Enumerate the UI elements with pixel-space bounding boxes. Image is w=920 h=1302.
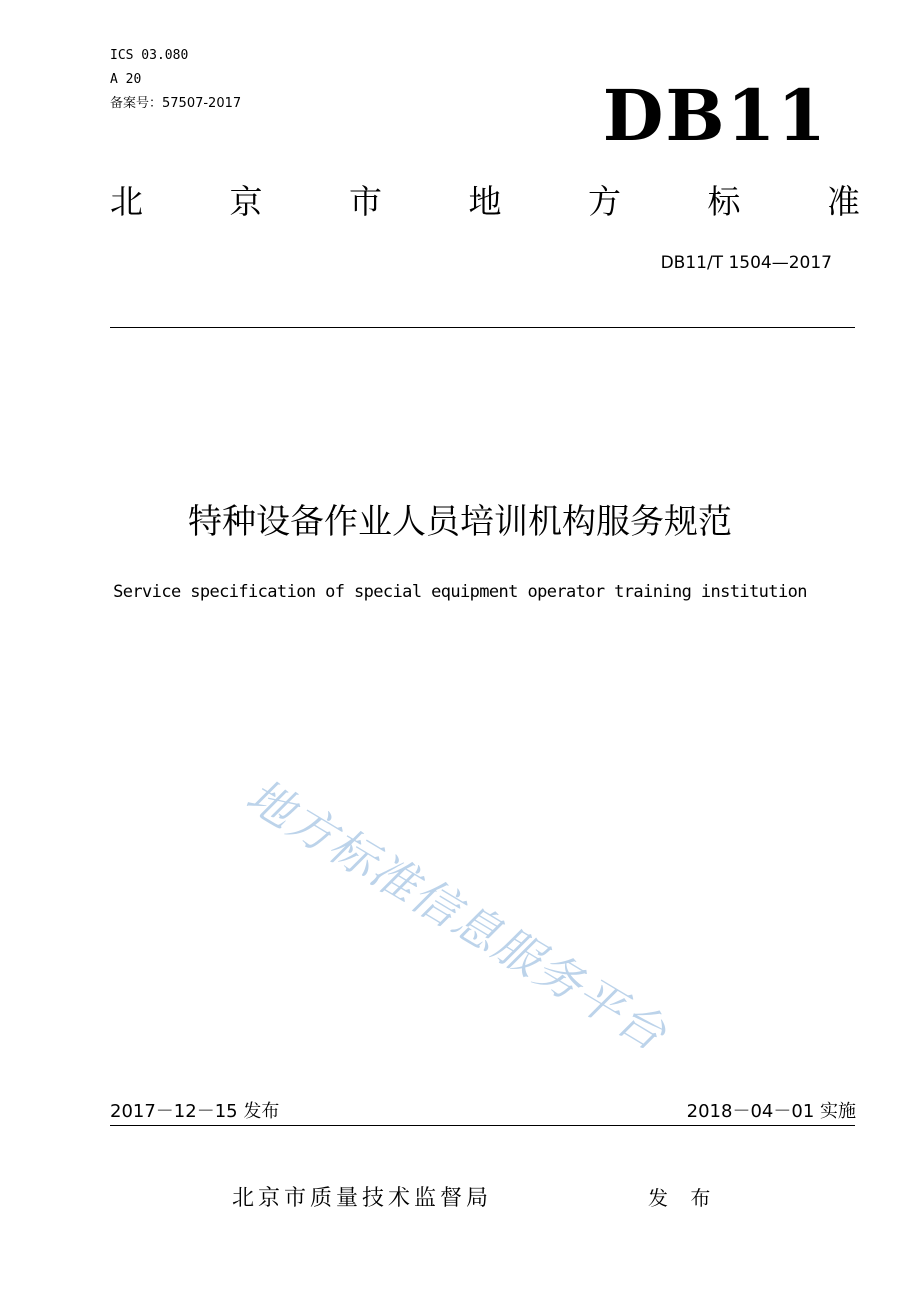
issuing-authority: 北京市质量技术监督局 [232,1186,493,1211]
watermark [235,765,755,1085]
classification-code: A 20 [110,72,142,87]
watermark-text: 地方标准信息服务平台 [237,768,677,1062]
db11-logo: DB11 [602,74,828,157]
document-title-english: Service specification of special equipment operator training institution [113,582,807,602]
standard-type-char: 市 [349,182,382,221]
record-number: 备案号：57507-2017 [110,96,242,111]
standard-type-heading [110,180,860,224]
footer-divider [110,1125,855,1126]
standard-type-char: 京 [229,182,263,221]
header-divider [110,327,855,328]
issue-date: 2017－12－15 发布 [110,1101,280,1122]
standard-type-char: 地 [468,182,502,221]
standard-code: DB11/T 1504—2017 [660,253,832,273]
effective-date: 2018－04－01 实施 [686,1101,856,1122]
standard-type-char: 标 [707,182,741,221]
standard-type-char: 北 [110,182,143,221]
ics-code: ICS 03.080 [110,48,189,63]
standard-type-char: 准 [827,182,860,221]
standard-type-char: 方 [588,182,621,221]
issue-label: 发 布 [648,1186,719,1210]
document-title-chinese: 特种设备作业人员培训机构服务规范 [188,502,732,542]
